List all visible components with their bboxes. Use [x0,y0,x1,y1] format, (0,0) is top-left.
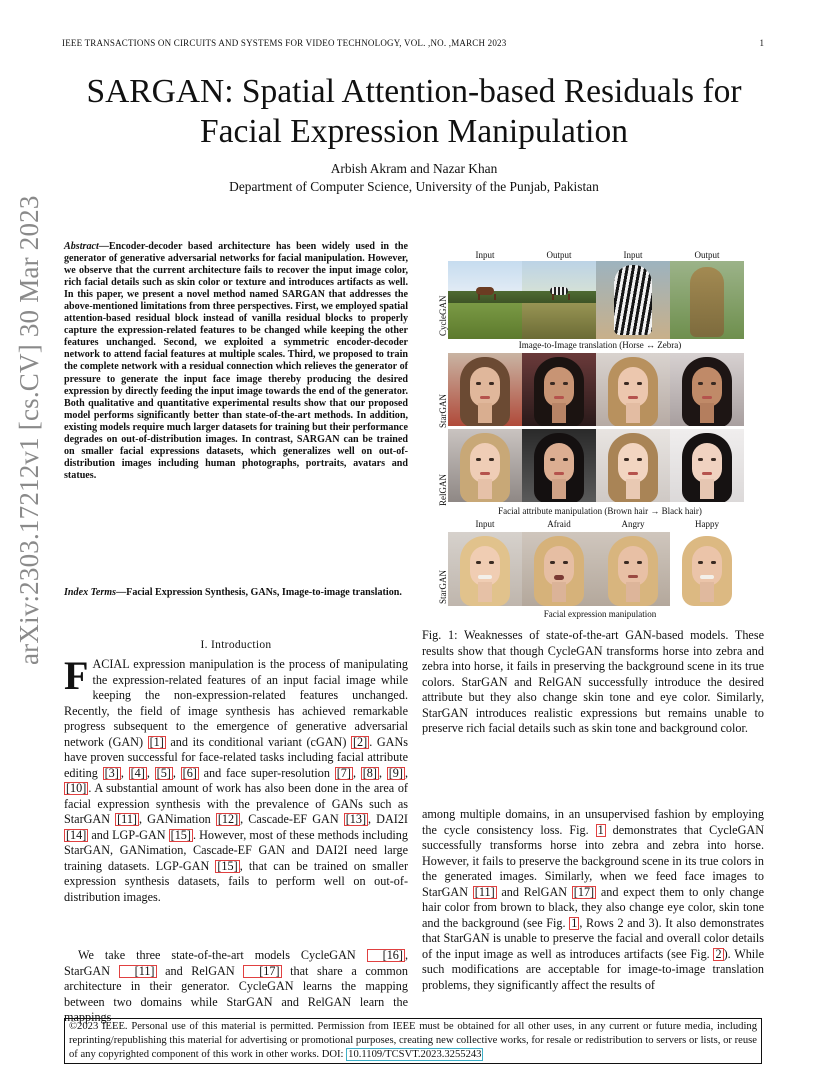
citation-link[interactable]: [17] [243,965,281,978]
face-output-image [670,353,744,426]
title-line-1: SARGAN: Spatial Attention-based Residuals for [86,73,742,110]
figure-caption [422,628,764,737]
caption-text: Weaknesses of state-of-the-art GAN-based models. These results show that though CycleGAN transforms horse into zebra and zebra into horse, it fails in preserving the background scene in its true colors. StarGAN and RelGAN successfully introduce the desired attribute but they also change skin tone and eye color. Similarly, StarGAN introduces realistic expressions but remains unable to preserve rich facial details such as skin tone and background color. [422,628,764,735]
face-input-image [596,353,670,426]
col-label-output: Output [694,250,720,260]
citation-link[interactable]: [16] [367,949,405,962]
face-input-image [448,532,522,606]
intro-text: , GANimation [138,812,216,826]
col-label-output: Output [546,250,572,260]
figure-link[interactable]: 1 [571,915,578,930]
expr-label-afraid: Afraid [547,519,571,529]
row-label-relgan: RelGAN [438,474,448,506]
citation-link[interactable]: [11] [117,812,137,826]
expr-label-happy: Happy [695,519,719,529]
row-label-stargan-expr: StarGAN [438,570,448,604]
intro-text: . A substantial amount of work has also been done in the area of facial expression synthesis with the prevalence of GANs such as StarGAN [64,781,408,826]
horse-input-image [448,261,522,339]
citation-link[interactable]: [9] [388,765,403,780]
horse-output-image [670,261,744,339]
authors: Arbish Akram and Nazar Khan [330,161,498,176]
body-text: ). While such modifications are acceptable for image-to-image translation problems, they significantly affect the results of [422,946,764,992]
index-terms [64,587,408,599]
citation-link[interactable]: [17] [573,884,595,899]
face-input-image [448,353,522,426]
col-label-input: Input [623,250,643,260]
intro-text: and RelGAN [156,963,244,978]
expr-label-input: Input [475,519,495,529]
citation-link[interactable]: [11] [119,965,157,978]
intro-text: , that can be trained on smaller expression synthesis datasets, fails to perform well on out-of-distribution images. [64,858,408,904]
doi-link[interactable]: 10.1109/TCSVT.2023.3255243 [348,1049,482,1061]
index-terms-label: Index Terms [64,587,117,598]
citation-link[interactable]: [7] [336,765,351,780]
figure-1 [436,248,764,626]
abstract [64,241,408,482]
expr-label-angry: Angry [621,519,645,529]
intro-text: . However, most of these methods including StarGAN, GANimation, Cascade-EF GAN and DAI2I need large training datasets. LGP-GAN [64,827,408,873]
intro-text: and its conditional variant (cGAN) [165,734,351,749]
section-heading: I. Introduction [200,639,272,651]
body-text: , Rows 2 and 3). It also demonstrates that StarGAN is unable to preserve the facial and overall color details of the input image as well as introduces artifacts (see Fig. [422,915,764,961]
row-label-stargan: StarGAN [438,394,448,428]
citation-link[interactable]: [1] [149,734,164,749]
intro-text: , Cascade-EF GAN [240,812,344,826]
paper-title [40,72,788,152]
figure-link[interactable]: 1 [597,822,604,837]
caption-label: Fig. 1: [422,628,458,642]
subcaption-horse-zebra: Image-to-Image translation (Horse ↔ Zebra) [518,340,682,350]
title-line-2: Facial Expression Manipulation [200,113,628,150]
citation-link[interactable]: [13] [345,812,367,826]
intro-paragraph-1: FACIAL expression manipulation is the process of manipulating the expression-related features of an input facial image while keeping the non-expression-related features unchanged. Recently, the field of image synthesis has achieved remarkable progress subsequent to the emergence of generative adversarial network (GAN) [1] and its conditional variant (cGAN) [2] . GANs have proven successful for face-related tasks including facial attribute editing [3] , [4] , [5] , [6] and face super-resolution [7] , [8] , [9] , [10] . A substantial amount of work has also been done in the area of facial expression synthesis with the prevalence of GANs such as StarGAN [11] , GANimation [12] , Cascade-EF GAN [13] , DAI2I [14] and LGP-GAN [15] . However, most of these methods including StarGAN, GANimation, Cascade-EF GAN and DAI2I need large training datasets. LGP-GAN [15] , that can be trained on smaller expression synthesis datasets, fails to perform well on out-of-distribution images. [64,653,409,904]
intro-text: and LGP-GAN [88,827,169,842]
body-text: among multiple domains, in an unsupervised fashion by employing the cycle consistency loss. Fig. [422,807,764,837]
abstract-text: —Encoder-decoder based architecture has been widely used in the generator of generative adversarial networks for facial manipulation. However, we observe that the current architecture fails to recover the input image color, rich facial details such as skin color or texture and introduces artifacts as well. In this paper, we present a novel method named SARGAN that addresses the above-mentioned limitations from three perspectives. First, we employed spatial attention-based residual block instead of vanilla residual blocks to properly capture the expression-related features to be changed while keeping the other features unchanged. Second, we exploited a symmetric encoder-decoder network to attend facial features at multiple scales. Third, we proposed to train the complete network with a residual connection which relieves the generator of pressure to generate the input face image thereby producing the desired expression by directly feeding the input image towards the end of the generator. Both qualitative and quantitative experimental results show that our proposed model performs significantly better than state-of-the-art methods. In addition, existing models require much larger datasets for training but their performance degrades on out-of-distribution images. In contrast, SARGAN can be trained on smaller facial expressions datasets, which generalizes well on out-of-distribution images including human photographs, portraits, avatars and statues. [64,241,408,481]
right-column-paragraph [422,807,764,993]
row-label-cyclegan: CycleGAN [438,295,448,336]
col-label-input: Input [475,250,495,260]
face-output-image [670,429,744,502]
citation-link[interactable]: [4] [130,765,145,780]
citation-link[interactable]: [15] [217,858,238,873]
drop-cap: F [64,653,89,698]
citation-link[interactable]: [6] [182,765,197,780]
running-header: IEEE TRANSACTIONS ON CIRCUITS AND SYSTEMS FOR VIDEO TECHNOLOGY, VOL. ,NO. ,MARCH 2023 [62,38,507,48]
face-input-image [596,429,670,502]
intro-text: . GANs have proven successful for face-related tasks including facial attribute editing [64,734,408,780]
citation-link[interactable]: [5] [156,765,171,780]
citation-link[interactable]: [14] [66,827,87,842]
body-text: and expect them to only change hair color from brown to black, they also change eye color, skin tone and the background (see Fig. [422,884,764,930]
subcaption-expression: Facial expression manipulation [543,609,657,619]
copyright-notice [64,1018,762,1064]
citation-link[interactable]: [12] [217,812,239,826]
citation-link[interactable]: [10] [66,781,87,795]
face-output-image [522,353,596,426]
copyright-text: ©2023 IEEE. Personal use of this material is permitted. Permission from IEEE must be obtained for all other uses, in any current or future media, including reprinting/republishing this material for advertising or promotional purposes, creating new collective works, for resale or redistribution to servers or lists, or reuse of any copyrighted component of this work in other works. DOI: [69,1021,757,1061]
face-afraid-image [522,532,596,606]
abstract-label: Abstract [64,241,99,252]
citation-link[interactable]: [15] [170,827,191,842]
intro-text: We take three state-of-the-art models CycleGAN [78,948,367,962]
citation-link[interactable]: [8] [362,765,377,780]
body-text: and RelGAN [496,884,572,899]
figure-link[interactable]: 2 [715,946,722,961]
intro-text: , DAI2I [368,812,408,826]
face-input-image [448,429,522,502]
intro-paragraph-2 [64,948,408,1026]
body-text: demonstrates that CycleGAN successfully transforms horse into zebra and zebra into horse. However, it fails to preserve the background scene in its true colors in the generated images. Similarly, when we feed face images to StarGAN [422,822,764,899]
index-terms-text: —Facial Expression Synthesis, GANs, Image-to-image translation. [116,587,402,598]
citation-link[interactable]: [2] [353,734,368,749]
intro-text: and face super-resolution [198,765,335,780]
face-angry-image [596,532,670,606]
face-happy-image [670,532,744,606]
intro-text: , StarGAN [64,948,408,978]
intro-text: that share a common architecture in their generator. CycleGAN learns the mapping between two domains while StarGAN and RelGAN learn the mappings [64,963,408,1024]
zebra-output-image [522,261,596,339]
arxiv-stamp: arXiv:2303.17212v1 [cs.CV] 30 Mar 2023 [14,195,44,665]
citation-link[interactable]: [11] [474,884,495,899]
subcaption-hair: Facial attribute manipulation (Brown hair → Black hair) [498,506,702,516]
intro-text: ACIAL expression manipulation is the process of manipulating the expression-related features of an input facial image while keeping the non-expression-related features unchanged. Recently, the field of image synthesis has achieved remarkable progress subsequent to the emergence of generative adversarial network (GAN) [64,657,408,749]
citation-link[interactable]: [3] [104,765,119,780]
affiliation: Department of Computer Science, University of the Punjab, Pakistan [229,179,599,194]
zebra-input-image [596,261,670,339]
page-number: 1 [759,38,764,48]
face-output-image [522,429,596,502]
